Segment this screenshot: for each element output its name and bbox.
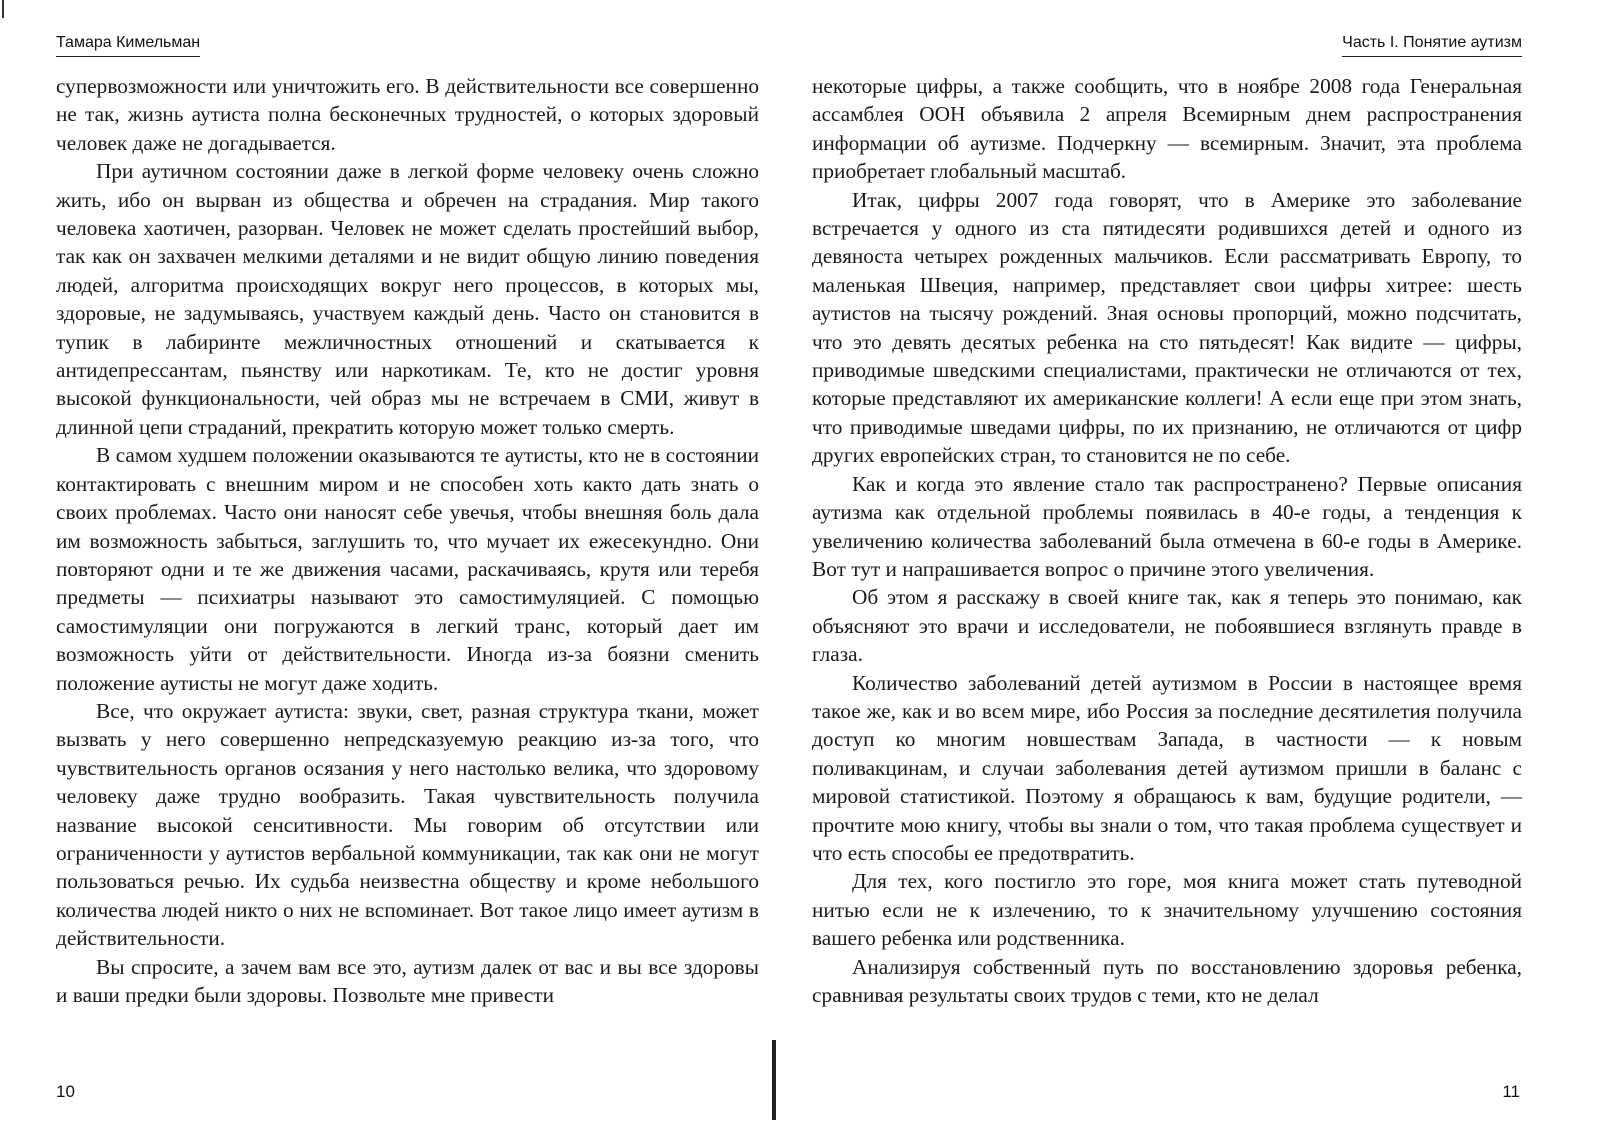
paragraph: супервозможности или уничтожить его. В действительности все совершенно не так, жизнь аутиста полна бесконечных трудностей, о которых здоровый человек даже не догадывается. [56, 74, 759, 155]
paragraph: Анализируя собственный путь по восстановлению здоровья ребенка, сравнивая результаты своих трудов с теми, кто не делал [812, 954, 1522, 1007]
paragraph: Об этом я расскажу в своей книге так, как я теперь это понимаю, как объясняют это врачи и исследователи, не побоявшиеся взглянуть правде в глаза. [812, 585, 1522, 667]
page-number: 10 [56, 1082, 75, 1101]
running-head-author: Тамара Кимельман [56, 34, 200, 57]
paragraph: Как и когда это явление стало так распространено? Первые описания аутизма как отдельной проблемы появилась в 40-е годы, а тенденция к увеличению количества заболеваний была отмечена в 60-е годы в Америке. Вот тут и напрашивается вопрос о причине этого увеличения. [812, 471, 1522, 581]
right-page-text [812, 72, 1522, 1009]
right-page [804, 0, 1608, 1143]
paragraph: Для тех, кого постигло это горе, моя книга может стать путеводной нитью если не к излечению, то к значительному улучшению состояния вашего ребенка или родственника. [812, 869, 1522, 951]
paragraph: При аутичном состоянии даже в легкой форме человеку очень сложно жить, ибо он вырван из общества и обречен на страдания. Мир такого человека хаотичен, разорван. Человек не может сделать простейший выбор, так как он захвачен мелкими деталями и не видит общую линию поведения людей, алгоритма происходящих вокруг него процессов, в которых мы, здоровые, не задумываясь, участвуем каждый день. Часто он становится в тупик в лабиринте межличностных отношений и скатывается к антидепрессантам, пьянству или наркотикам. Те, кто не достиг уровня высокой функциональности, чей образ мы не встречаем в СМИ, живут в длинной цепи страданий, прекратить которую может только смерть. [56, 159, 759, 439]
paragraph: некоторые цифры, а также сообщить, что в ноябре 2008 года Генеральная ассамблея ООН объявила 2 апреля Всемирным днем распространения информации об аутизме. Подчеркну — всемирным. Значит, эта проблема приобретает глобальный масштаб. [812, 74, 1522, 184]
book-gutter [772, 1040, 776, 1120]
paragraph: Все, что окружает аутиста: звуки, свет, разная структура ткани, может вызвать у него совершенно непредсказуемую реакцию из-за того, что чувствительность органов осязания у него настолько велика, что здоровому человеку даже трудно вообразить. Такая чувствительность получила название высокой сенситивности. Мы говорим об отсутствии или ограниченности у аутистов вербальной коммуникации, так как они не могут пользоваться речью. Их судьба неизвестна обществу и кроме небольшого количества людей никто о них не вспоминает. Вот такое лицо имеет аутизм в действительности. [56, 698, 759, 951]
paragraph: В самом худшем положении оказываются те аутисты, кто не в состоянии контактировать с внешним миром и не способен хоть както дать знать о своих проблемах. Часто они наносят себе увечья, чтобы внешняя боль дала им возможность забыться, заглушить то, что мучает их ежесекундно. Они повторяют одни и те же движения часами, раскачиваясь, крутя или теребя предметы — психиатры называют это самостимуляцией. С помощью самостимуляции они погружаются в легкий транс, который дает им возможность уйти от действительности. Иногда из-за боязни сменить положение аутисты не могут даже ходить. [56, 443, 759, 695]
page-number: 11 [1502, 1082, 1520, 1101]
paragraph: Вы спросите, а зачем вам все это, аутизм далек от вас и вы все здоровы и ваши предки были здоровы. Позвольте мне привести [56, 954, 759, 1007]
left-page-text [56, 72, 759, 1009]
running-head-part: Часть I. Понятие аутизм [1342, 34, 1522, 57]
paragraph: Итак, цифры 2007 года говорят, что в Америке это заболевание встречается у одного из ста пятидесяти родившихся детей и одного из девяноста четырех рожденных мальчиков. Если рассматривать Европу, то маленькая Швеция, например, представляет свои цифры хитрее: шесть аутистов на тысячу рождений. Зная основы пропорций, можно подсчитать, что это девять десятых ребенка на сто пятьдесят! Как видите — цифры, приводимые шведскими специалистами, практически не отличаются от тех, которые представляют их американские коллеги! А если еще при этом знать, что приводимые шведами цифры, по их признанию, не отличаются от цифр других европейских стран, то становится не по себе. [812, 187, 1522, 468]
paragraph: Количество заболеваний детей аутизмом в России в настоящее время такое же, как и во всем мире, ибо Россия за последние десятилетия получила доступ ко многим новшествам Запада, в частности — к новым поливакцинам, и случаи заболевания детей аутизмом пришли в баланс с мировой статистикой. Поэтому я обращаюсь к вам, будущие родители, — прочтите мою книгу, чтобы вы знали о том, что такая проблема существует и что есть способы ее предотвратить. [812, 670, 1522, 865]
